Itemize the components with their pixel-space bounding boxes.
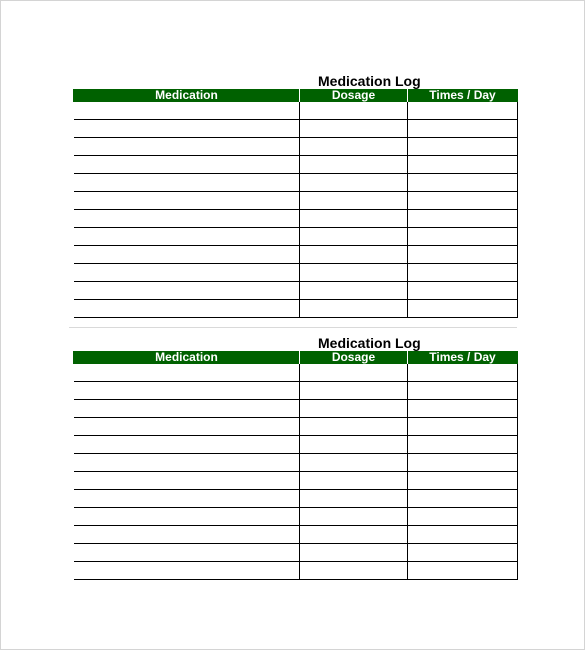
cell-dosage[interactable] — [300, 102, 408, 120]
cell-dosage[interactable] — [300, 418, 408, 436]
cell-times-per-day[interactable] — [408, 382, 518, 400]
cell-dosage[interactable] — [300, 544, 408, 562]
table-row — [74, 472, 518, 490]
cell-dosage[interactable] — [300, 120, 408, 138]
cell-dosage[interactable] — [300, 526, 408, 544]
cell-medication[interactable] — [74, 156, 300, 174]
medication-table — [73, 89, 518, 318]
cell-dosage[interactable] — [300, 228, 408, 246]
cell-dosage[interactable] — [300, 508, 408, 526]
cell-times-per-day[interactable] — [408, 436, 518, 454]
table-row — [74, 418, 518, 436]
cell-times-per-day[interactable] — [408, 102, 518, 120]
cell-times-per-day[interactable] — [408, 282, 518, 300]
cell-medication[interactable] — [74, 192, 300, 210]
table-row — [74, 210, 518, 228]
cell-medication[interactable] — [74, 436, 300, 454]
cell-medication[interactable] — [74, 562, 300, 580]
column-header-medication: Medication — [74, 351, 300, 364]
cell-dosage[interactable] — [300, 264, 408, 282]
cell-medication[interactable] — [74, 174, 300, 192]
log-title: Medication Log — [318, 73, 421, 89]
cell-medication[interactable] — [74, 282, 300, 300]
table-header-row — [74, 89, 518, 102]
cell-medication[interactable] — [74, 418, 300, 436]
cell-medication[interactable] — [74, 400, 300, 418]
cell-times-per-day[interactable] — [408, 454, 518, 472]
cell-medication[interactable] — [74, 300, 300, 318]
table-row — [74, 400, 518, 418]
cell-times-per-day[interactable] — [408, 508, 518, 526]
cell-dosage[interactable] — [300, 454, 408, 472]
cell-medication[interactable] — [74, 264, 300, 282]
cell-dosage[interactable] — [300, 174, 408, 192]
log-title: Medication Log — [318, 335, 421, 351]
cell-medication[interactable] — [74, 490, 300, 508]
table-row — [74, 436, 518, 454]
cell-times-per-day[interactable] — [408, 364, 518, 382]
cell-medication[interactable] — [74, 120, 300, 138]
cell-times-per-day[interactable] — [408, 210, 518, 228]
cell-medication[interactable] — [74, 138, 300, 156]
table-row — [74, 364, 518, 382]
table-row — [74, 192, 518, 210]
table-row — [74, 264, 518, 282]
cell-dosage[interactable] — [300, 300, 408, 318]
column-header-dosage: Dosage — [300, 351, 408, 364]
cell-times-per-day[interactable] — [408, 264, 518, 282]
table-row — [74, 120, 518, 138]
cell-dosage[interactable] — [300, 282, 408, 300]
cell-medication[interactable] — [74, 508, 300, 526]
cell-times-per-day[interactable] — [408, 192, 518, 210]
table-header-row — [74, 351, 518, 364]
table-row — [74, 300, 518, 318]
cell-medication[interactable] — [74, 228, 300, 246]
cell-medication[interactable] — [74, 544, 300, 562]
table-row — [74, 156, 518, 174]
table-row — [74, 562, 518, 580]
cell-times-per-day[interactable] — [408, 300, 518, 318]
cell-dosage[interactable] — [300, 490, 408, 508]
column-header-times-per-day: Times / Day — [408, 351, 518, 364]
cell-times-per-day[interactable] — [408, 490, 518, 508]
cell-dosage[interactable] — [300, 246, 408, 264]
cell-medication[interactable] — [74, 472, 300, 490]
cell-medication[interactable] — [74, 102, 300, 120]
table-row — [74, 490, 518, 508]
cell-dosage[interactable] — [300, 192, 408, 210]
cell-times-per-day[interactable] — [408, 228, 518, 246]
cell-times-per-day[interactable] — [408, 120, 518, 138]
table-row — [74, 174, 518, 192]
cell-medication[interactable] — [74, 526, 300, 544]
cell-medication[interactable] — [74, 210, 300, 228]
cell-medication[interactable] — [74, 454, 300, 472]
table-row — [74, 228, 518, 246]
cell-times-per-day[interactable] — [408, 174, 518, 192]
column-header-medication: Medication — [74, 89, 300, 102]
cell-dosage[interactable] — [300, 562, 408, 580]
column-header-times-per-day: Times / Day — [408, 89, 518, 102]
cell-medication[interactable] — [74, 364, 300, 382]
table-row — [74, 526, 518, 544]
table-body — [74, 364, 518, 580]
table-row — [74, 282, 518, 300]
cell-medication[interactable] — [74, 382, 300, 400]
table-row — [74, 544, 518, 562]
cell-times-per-day[interactable] — [408, 156, 518, 174]
cell-dosage[interactable] — [300, 138, 408, 156]
table-row — [74, 102, 518, 120]
cell-times-per-day[interactable] — [408, 526, 518, 544]
cell-dosage[interactable] — [300, 156, 408, 174]
cell-times-per-day[interactable] — [408, 544, 518, 562]
cell-times-per-day[interactable] — [408, 246, 518, 264]
table-row — [74, 246, 518, 264]
section-divider — [69, 327, 517, 328]
cell-times-per-day[interactable] — [408, 138, 518, 156]
cell-times-per-day[interactable] — [408, 472, 518, 490]
cell-times-per-day[interactable] — [408, 400, 518, 418]
cell-dosage[interactable] — [300, 364, 408, 382]
cell-times-per-day[interactable] — [408, 562, 518, 580]
table-row — [74, 138, 518, 156]
cell-dosage[interactable] — [300, 436, 408, 454]
cell-medication[interactable] — [74, 246, 300, 264]
cell-dosage[interactable] — [300, 472, 408, 490]
table-row — [74, 382, 518, 400]
cell-dosage[interactable] — [300, 400, 408, 418]
table-body — [74, 102, 518, 318]
cell-times-per-day[interactable] — [408, 418, 518, 436]
table-row — [74, 508, 518, 526]
cell-dosage[interactable] — [300, 382, 408, 400]
cell-dosage[interactable] — [300, 210, 408, 228]
column-header-dosage: Dosage — [300, 89, 408, 102]
table-row — [74, 454, 518, 472]
medication-table — [73, 351, 518, 580]
